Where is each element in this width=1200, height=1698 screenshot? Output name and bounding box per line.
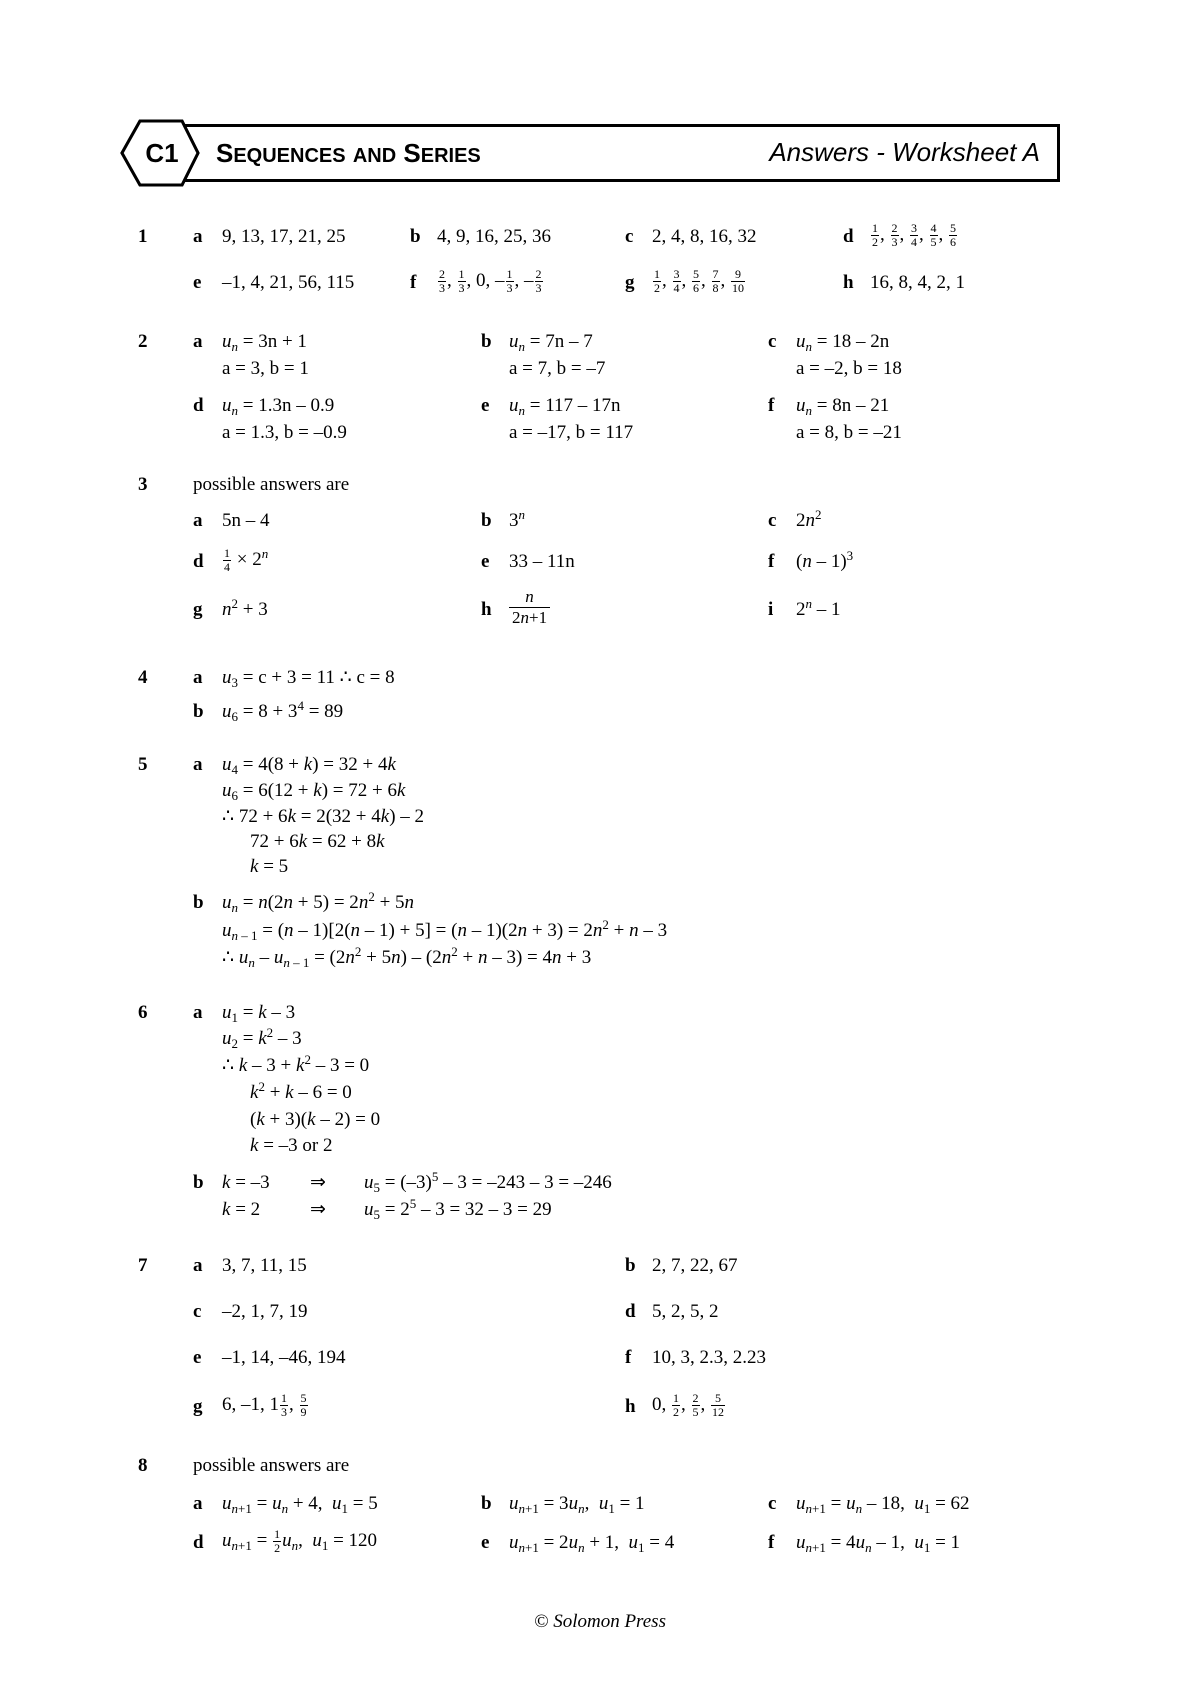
q8-answer-c: $u_{n+1} = u_n - 18$, $u_1 = 62$ — [796, 1493, 970, 1516]
q7-answer-g: 6, –1, 1 $\frac{1}{3}$ , $\frac{5}{9}$ — [222, 1391, 307, 1419]
q2-label-d: d — [193, 395, 204, 416]
q1-label-h: h — [843, 272, 854, 293]
q2-d-line2: a = 1.3, b = –0.9 — [222, 422, 347, 443]
question-number-5: 5 — [138, 754, 148, 775]
title-and: AND — [352, 145, 397, 167]
q8-answer-e: $u_{n+1} = 2u_n + 1$, $u_1 = 4$ — [509, 1532, 675, 1555]
q8-label-d: d — [193, 1532, 204, 1553]
q7-label-g: g — [193, 1396, 203, 1417]
q2-b-line2: a = 7, b = –7 — [509, 358, 606, 379]
q3-label-f: f — [768, 551, 775, 572]
q6-a-line4: $k^2 + k - 6 = 0$ — [250, 1079, 352, 1103]
q2-answer-a: $u_n = 3n + 1$ — [222, 331, 307, 354]
q5-b-line2: $u_{n - 1} = (n - 1)[2(n - 1) + 5] = (n - 1)(2n + 3) = 2n^2 + n - 3$ — [222, 917, 668, 943]
q2-answer-e: $u_n = 117 - 17n$ — [509, 395, 621, 418]
q3-label-g: g — [193, 599, 203, 620]
chapter-code: C1 — [145, 138, 179, 168]
q6-a-line3: ∴ $k - 3 + k^2 - 3 = 0$ — [222, 1052, 370, 1076]
q5-a-line4: 72 + 6k = 62 + 8k — [250, 831, 385, 852]
q7-answer-f: 10, 3, 2.3, 2.23 — [652, 1347, 766, 1368]
q3-label-h: h — [481, 599, 492, 620]
q7-answer-e: –1, 14, –46, 194 — [222, 1347, 346, 1368]
q7-label-h: h — [625, 1396, 636, 1417]
q1-answer-h: 16, 8, 4, 2, 1 — [870, 272, 965, 293]
q1-label-e: e — [193, 272, 202, 293]
q4-label-a: a — [193, 667, 203, 688]
q3-label-a: a — [193, 510, 203, 531]
q1-answer-b: 4, 9, 16, 25, 36 — [437, 226, 551, 247]
q6-b-line1-arrow: ⇒ — [310, 1172, 326, 1193]
q1-label-g: g — [625, 272, 635, 293]
q7-answer-b: 2, 7, 22, 67 — [652, 1255, 738, 1276]
q8-answer-d: $u_{n+1}$ = $\frac{1}{2}$ $u_n$, $u_1 = 120$ — [222, 1527, 378, 1555]
q6-b-line2-k: k = 2 — [222, 1199, 261, 1220]
q4-answer-b: $u_6 = 8 + 3^4 = 89$ — [222, 698, 344, 724]
q8-label-b: b — [481, 1493, 492, 1514]
q7-answer-a: 3, 7, 11, 15 — [222, 1255, 307, 1276]
q1-label-d: d — [843, 226, 854, 247]
q7-label-f: f — [625, 1347, 632, 1368]
q1-answer-e: –1, 4, 21, 56, 115 — [222, 272, 355, 293]
q7-label-c: c — [193, 1301, 202, 1322]
q6-b-line2-arrow: ⇒ — [310, 1199, 326, 1220]
question-number-7: 7 — [138, 1255, 148, 1276]
q8-label-a: a — [193, 1493, 203, 1514]
q6-b-line1-result: $u_5 = (-3)^5 - 3 = -243 - 3 = -246$ — [364, 1169, 612, 1195]
q5-b-line1: $u_n = n(2n + 5) = 2n^2 + 5n$ — [222, 889, 415, 915]
question-number-2: 2 — [138, 331, 148, 352]
q2-answer-c: $u_n = 18 - 2n$ — [796, 331, 890, 354]
footer-copyright: © Solomon Press — [534, 1611, 666, 1632]
q3-label-d: d — [193, 551, 204, 572]
q1-answer-f: $\frac{2}{3}$ , $\frac{1}{3}$ , 0, – $\frac{1}{3}$ , – $\frac{2}{3}$ — [439, 267, 542, 295]
q8-label-e: e — [481, 1532, 490, 1553]
q3-label-i: i — [768, 599, 774, 620]
q7-label-d: d — [625, 1301, 636, 1322]
q5-b-line3: ∴ $u_n - u_{n - 1} = (2n^2 + 5n) - (2n^2 + n - 3) = 4n + 3$ — [222, 944, 592, 970]
q2-label-e: e — [481, 395, 490, 416]
q1-answer-d: $\frac{1}{2}$ , $\frac{2}{3}$ , $\frac{3}{4}$ , $\frac{4}{5}$ , $\frac{5}{6}$ — [872, 221, 956, 249]
q1-label-f: f — [410, 272, 417, 293]
q7-answer-h: 0, $\frac{1}{2}$ , $\frac{2}{5}$ , $\frac{5}{12}$ — [652, 1391, 724, 1419]
q2-answer-d: $u_n = 1.3n - 0.9$ — [222, 395, 335, 418]
q2-c-line2: a = –2, b = 18 — [796, 358, 902, 379]
q5-label-b: b — [193, 892, 204, 913]
q3-label-c: c — [768, 510, 777, 531]
q3-answer-e: 33 – 11n — [509, 551, 575, 572]
q7-answer-c: –2, 1, 7, 19 — [222, 1301, 308, 1322]
q3-answer-a: 5n – 4 — [222, 510, 270, 531]
q8-answer-f: $u_{n+1} = 4u_n - 1$, $u_1 = 1$ — [796, 1532, 961, 1555]
q3-answer-g: $n^2 + 3$ — [222, 596, 268, 620]
q2-b-line1: = 7n – 7 — [529, 331, 593, 352]
q5-a-line1: $u_4 = 4(8 + k) = 32 + 4k$ — [222, 754, 396, 777]
q6-a-line6: k = –3 or 2 — [250, 1135, 333, 1156]
q2-label-b: b — [481, 331, 492, 352]
q5-a-line2: $u_6 = 6(12 + k) = 72 + 6k$ — [222, 780, 406, 803]
q2-answer-b: $u_n = 7n - 7$ — [509, 331, 593, 354]
q3-answer-b: 3$^n$ — [509, 507, 525, 531]
q6-label-b: b — [193, 1172, 204, 1193]
q4-a-text: = c + 3 = 11 ∴ c = 8 — [242, 667, 395, 688]
q6-b-line2-result: $u_5 = 2^5 - 3 = 32 - 3 = 29$ — [364, 1196, 552, 1222]
q6-a-line5: (k + 3)(k – 2) = 0 — [250, 1109, 381, 1130]
q1-answer-g: $\frac{1}{2}$ , $\frac{3}{4}$ , $\frac{5}{6}$ , $\frac{7}{8}$ , $\frac{9}{10}$ — [654, 267, 744, 295]
q2-e-line1: = 117 – 17n — [529, 395, 621, 416]
q3-answer-f: (n – 1)$^3$ — [796, 548, 854, 572]
page-title — [216, 138, 481, 171]
q6-a-line1: $u_1 = k - 3$ — [222, 1002, 296, 1025]
q8-label-f: f — [768, 1532, 775, 1553]
q8-answer-b: $u_{n+1} = 3u_n$, $u_1 = 1$ — [509, 1493, 645, 1516]
q2-f-line2: a = 8, b = –21 — [796, 422, 902, 443]
q2-label-a: a — [193, 331, 203, 352]
q3-intro: possible answers are — [193, 474, 350, 495]
q2-a-line1: = 3n + 1 — [242, 331, 307, 352]
q6-label-a: a — [193, 1002, 203, 1023]
q2-answer-f: $u_n = 8n - 21$ — [796, 395, 890, 418]
title-s1: S — [216, 138, 234, 168]
question-number-6: 6 — [138, 1002, 148, 1023]
q1-f-zero: 0, — [476, 269, 491, 291]
q7-label-e: e — [193, 1347, 202, 1368]
title-w2: ERIES — [420, 145, 481, 167]
title-w1: EQUENCES — [233, 145, 346, 167]
q2-e-line2: a = –17, b = 117 — [509, 422, 634, 443]
q2-label-c: c — [768, 331, 777, 352]
question-number-1: 1 — [138, 226, 148, 247]
q1-label-b: b — [410, 226, 421, 247]
title-s2: S — [403, 138, 421, 168]
q1-label-a: a — [193, 226, 203, 247]
q8-intro: possible answers are — [193, 1455, 350, 1476]
q5-a-line3: ∴ 72 + 6k = 2(32 + 4k) – 2 — [222, 806, 425, 827]
q3-answer-h: $\frac{n}{2n+1}$ — [509, 587, 550, 628]
q2-c-line1: = 18 – 2n — [816, 331, 890, 352]
question-number-4: 4 — [138, 667, 148, 688]
q1-answer-c: 2, 4, 8, 16, 32 — [652, 226, 757, 247]
q6-b-line1-k: k = –3 — [222, 1172, 270, 1193]
q3-label-b: b — [481, 510, 492, 531]
q4-label-b: b — [193, 701, 204, 722]
page-subtitle: Answers - Worksheet A — [769, 137, 1040, 167]
q1-answer-a: 9, 13, 17, 21, 25 — [222, 226, 346, 247]
q5-a-line5: k = 5 — [250, 856, 289, 877]
q1-label-c: c — [625, 226, 634, 247]
question-number-8: 8 — [138, 1455, 148, 1476]
q2-a-line2: a = 3, b = 1 — [222, 358, 309, 379]
q3-answer-d: $\frac{1}{4}$ × $2^n$ — [224, 545, 269, 574]
q3-answer-i: 2$^n$ – 1 — [796, 596, 841, 620]
q7-answer-d: 5, 2, 5, 2 — [652, 1301, 719, 1322]
question-number-3: 3 — [138, 474, 148, 495]
q4-answer-a: $u_3 = c + 3 = 11$ ∴ c = 8 — [222, 667, 395, 690]
q3-label-e: e — [481, 551, 490, 572]
q7-label-b: b — [625, 1255, 636, 1276]
q8-answer-a: $u_{n+1} = u_n + 4$, $u_1 = 5$ — [222, 1493, 378, 1516]
q3-answer-c: $2n^2$ — [796, 507, 822, 531]
q8-label-c: c — [768, 1493, 777, 1514]
q2-label-f: f — [768, 395, 775, 416]
q7-label-a: a — [193, 1255, 203, 1276]
q6-a-line2: $u_2 = k^2 - 3$ — [222, 1025, 302, 1051]
q5-label-a: a — [193, 754, 203, 775]
q2-f-line1: = 8n – 21 — [816, 395, 890, 416]
q2-d-line1: = 1.3n – 0.9 — [242, 395, 335, 416]
